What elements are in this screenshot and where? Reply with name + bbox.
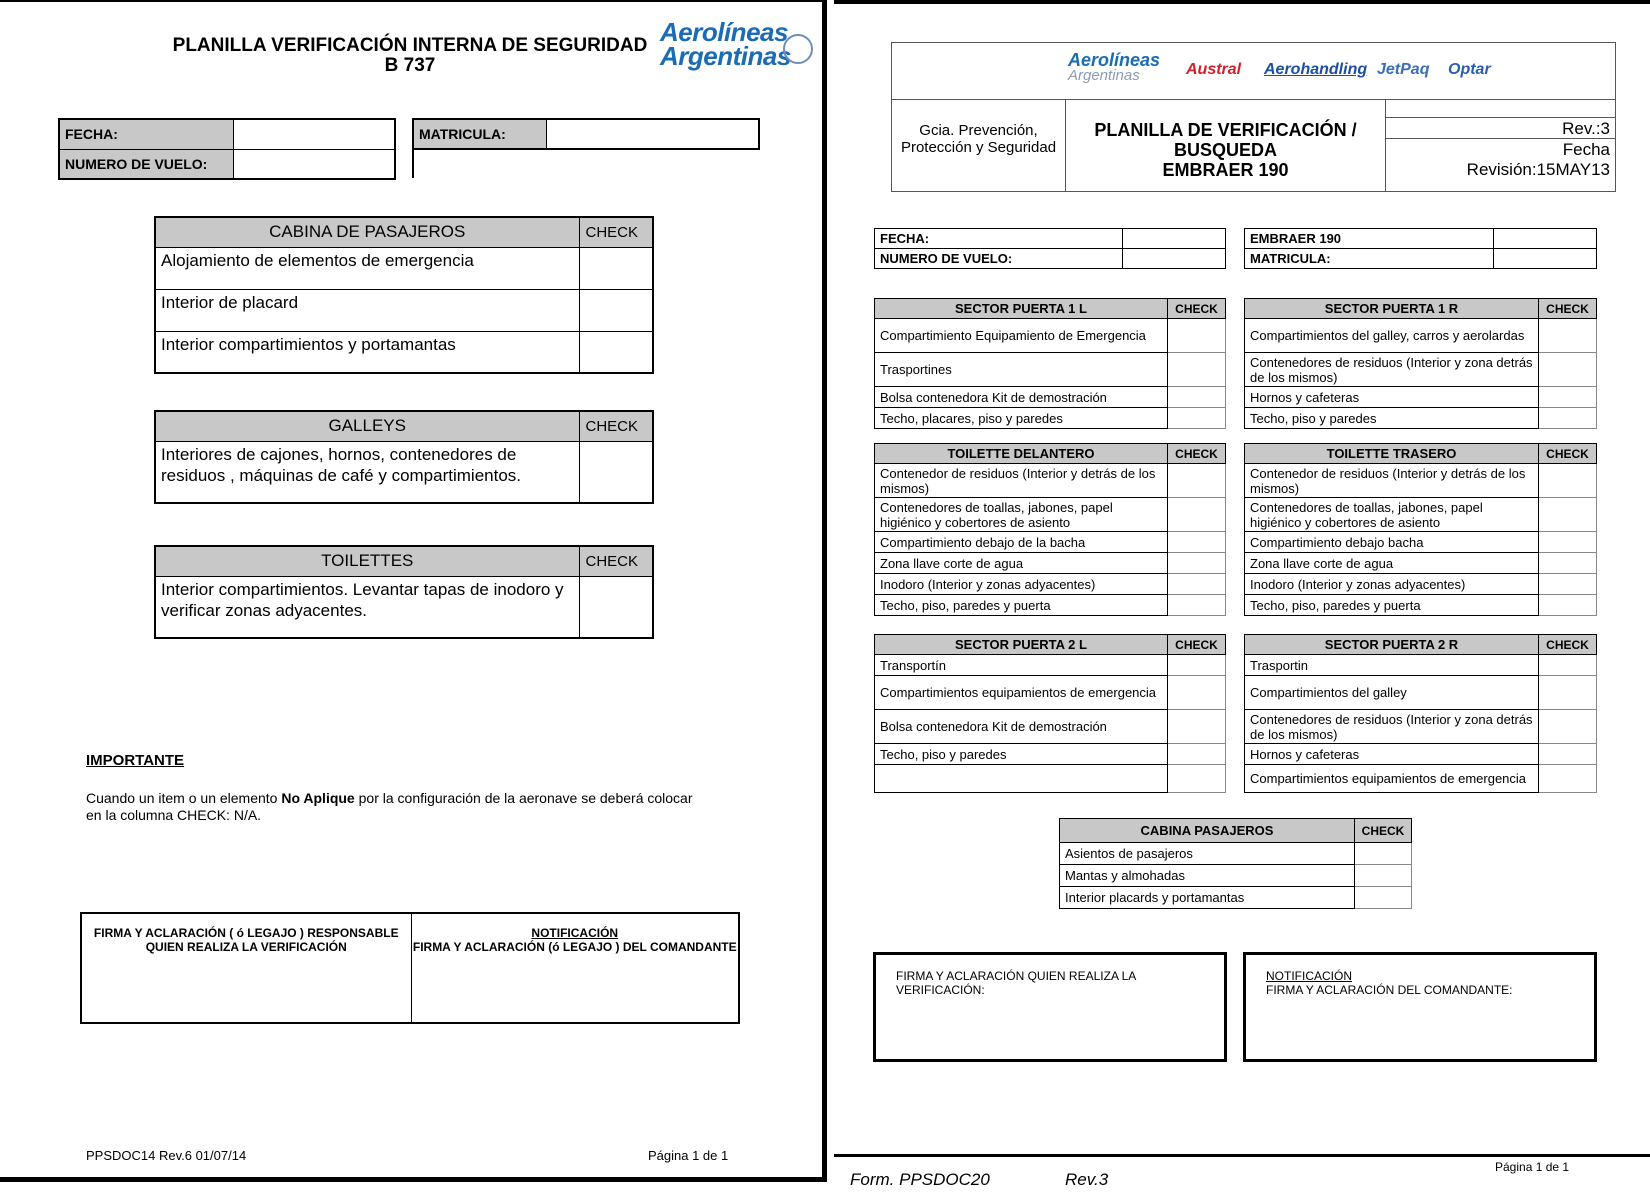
checklist-item: Inodoro (Interior y zonas adyacentes): [1245, 574, 1539, 595]
checklist-item: Hornos y cafeteras: [1245, 744, 1539, 765]
jetpaq-logo: JetPaq: [1377, 61, 1430, 78]
numero-vuelo-value-cell[interactable]: [233, 149, 395, 179]
document-title: [1066, 100, 1386, 191]
page-border-bottom: [0, 1177, 826, 1182]
checklist-item: Techo, piso, paredes y puerta: [875, 595, 1168, 616]
check-cell[interactable]: [1168, 765, 1226, 793]
section-title: CABINA PASAJEROS: [1060, 819, 1355, 843]
section-title: TOILETTE DELANTERO: [875, 444, 1168, 464]
page-number: Página 1 de 1: [648, 1148, 729, 1163]
check-cell[interactable]: [1539, 319, 1597, 353]
austral-logo: Austral: [1186, 61, 1242, 78]
signature-table: [80, 912, 740, 1024]
check-header: CHECK: [579, 411, 653, 441]
flight-info-table: [874, 228, 1226, 269]
check-header: CHECK: [1168, 299, 1226, 319]
check-cell[interactable]: [1539, 464, 1597, 498]
check-cell[interactable]: [1539, 595, 1597, 616]
toilette-trasero-table: [1244, 443, 1597, 616]
check-cell[interactable]: [1539, 574, 1597, 595]
check-cell[interactable]: [1168, 676, 1226, 710]
check-cell[interactable]: [1539, 498, 1597, 532]
signature-comandante-cell[interactable]: [411, 913, 739, 1023]
check-header: CHECK: [1539, 444, 1597, 464]
numero-vuelo-label: NUMERO DE VUELO:: [59, 149, 233, 179]
checklist-item: Contenedores de residuos (Interior y zona detrás de los mismos): [1245, 353, 1539, 387]
check-cell[interactable]: [1539, 408, 1597, 429]
checklist-item: Bolsa contenedora Kit de demostración: [875, 710, 1168, 744]
page-number: Página 1 de 1: [1495, 1160, 1570, 1174]
fecha-label: FECHA:: [875, 229, 1123, 249]
check-header: CHECK: [1539, 635, 1597, 655]
page-border-right: [822, 0, 827, 1182]
signature-comandante-label: FIRMA Y ACLARACIÓN DEL COMANDANTE:: [1266, 983, 1513, 997]
toilettes-table: [154, 545, 654, 639]
check-header: CHECK: [1168, 444, 1226, 464]
checklist-item: Contenedor de residuos (Interior y detrás de los mismos): [1245, 464, 1539, 498]
section-title: SECTOR PUERTA 2 R: [1245, 635, 1539, 655]
notificacion-label: NOTIFICACIÓN: [1266, 969, 1352, 983]
checklist-item: Contenedor de residuos (Interior y detrás de los mismos): [875, 464, 1168, 498]
galleys-table: [154, 410, 654, 504]
divider: [412, 148, 414, 178]
revision-number: Rev.:3: [1562, 119, 1610, 138]
importante-heading: IMPORTANTE: [86, 752, 185, 769]
matricula-table: [412, 118, 760, 150]
check-cell[interactable]: [1355, 843, 1412, 865]
title-line-2: BUSQUEDA: [1173, 140, 1277, 160]
sector-puerta-2l-table: [874, 634, 1226, 793]
importante-text-post: por la configuración de la aeronave se deberá colocar en la columna CHECK: N/A.: [86, 790, 693, 823]
check-cell[interactable]: [1168, 319, 1226, 353]
checklist-item: Techo, piso y paredes: [1245, 408, 1539, 429]
checklist-item: Compartimiento debajo de la bacha: [875, 532, 1168, 553]
fecha-value-cell[interactable]: [233, 119, 395, 149]
matricula-label: MATRICULA:: [1245, 249, 1494, 269]
form-code: Form. PPSDOC20: [850, 1170, 990, 1189]
checklist-item: Compartimientos equipamientos de emergencia: [1245, 765, 1539, 793]
form-revision: Rev.3: [1065, 1170, 1109, 1189]
check-cell[interactable]: [1168, 655, 1226, 676]
check-header: CHECK: [579, 217, 653, 247]
cabina-pasajeros-table: [154, 216, 654, 374]
checklist-item: Techo, piso, paredes y puerta: [1245, 595, 1539, 616]
cabina-pasajeros-table: [1059, 818, 1412, 909]
revision-block: [1386, 100, 1615, 191]
aircraft-info-table: [1244, 228, 1597, 269]
checklist-item: Interior compartimientos y portamantas: [155, 331, 579, 373]
page-title: [120, 36, 700, 76]
checklist-item: Zona llave corte de agua: [875, 553, 1168, 574]
section-title: CABINA DE PASAJEROS: [155, 217, 579, 247]
page-border-top: [834, 0, 1650, 4]
checklist-item: Contenedores de toallas, jabones, papel higiénico y cobertores de asiento: [1245, 498, 1539, 532]
fecha-value-cell[interactable]: [1123, 229, 1226, 249]
check-cell[interactable]: [1168, 408, 1226, 429]
aerohandling-logo: Aerohandling: [1264, 61, 1368, 78]
check-cell[interactable]: [579, 576, 653, 638]
check-cell[interactable]: [1168, 464, 1226, 498]
check-cell[interactable]: [1539, 532, 1597, 553]
revision-date: Revisión:15MAY13: [1466, 160, 1610, 179]
title-line-1: PLANILLA DE VERIFICACIÓN /: [1094, 120, 1357, 140]
check-cell[interactable]: [1168, 574, 1226, 595]
flight-info-table: [58, 118, 396, 180]
check-cell[interactable]: [1168, 353, 1226, 387]
logo-line-1: Aerolíneas: [660, 17, 788, 47]
logo-emblem-icon: [783, 34, 813, 64]
checklist-item: Compartimientos equipamientos de emergencia: [875, 676, 1168, 710]
checklist-item: Bolsa contenedora Kit de demostración: [875, 387, 1168, 408]
check-cell[interactable]: [579, 331, 653, 373]
check-cell[interactable]: [1168, 744, 1226, 765]
check-header: CHECK: [1168, 635, 1226, 655]
aerolineas-logo: [660, 17, 791, 71]
check-cell[interactable]: [1168, 553, 1226, 574]
matricula-label: MATRICULA:: [413, 119, 546, 149]
check-cell[interactable]: [1168, 498, 1226, 532]
signature-comandante-box[interactable]: [1243, 952, 1597, 1062]
title-line-3: EMBRAER 190: [1162, 160, 1289, 180]
checklist-item: Interior de placard: [155, 289, 579, 331]
check-cell[interactable]: [1539, 353, 1597, 387]
checklist-item: Compartimiento debajo bacha: [1245, 532, 1539, 553]
section-title: TOILETTES: [155, 546, 579, 576]
checklist-item: Hornos y cafeteras: [1245, 387, 1539, 408]
check-cell[interactable]: [1168, 387, 1226, 408]
logo-line-2: Argentinas: [660, 41, 791, 71]
checklist-item: Contenedores de toallas, jabones, papel higiénico y cobertores de asiento: [875, 498, 1168, 532]
check-cell[interactable]: [579, 247, 653, 289]
section-title: SECTOR PUERTA 1 L: [875, 299, 1168, 319]
numero-vuelo-value-cell[interactable]: [1123, 249, 1226, 269]
importante-text: [86, 790, 706, 824]
checklist-item: Techo, piso y paredes: [875, 744, 1168, 765]
section-title: TOILETTE TRASERO: [1245, 444, 1539, 464]
checklist-item: [875, 765, 1168, 793]
toilette-delantero-table: [874, 443, 1226, 616]
signature-comandante-label: FIRMA Y ACLARACIÓN (ó LEGAJO ) DEL COMANDANTE: [412, 940, 737, 954]
check-header: CHECK: [579, 546, 653, 576]
checklist-item: Transportín: [875, 655, 1168, 676]
model-label: EMBRAER 190: [1245, 229, 1494, 249]
check-cell[interactable]: [579, 441, 653, 503]
page-border-top: [0, 0, 826, 2]
form-code: PPSDOC14 Rev.6 01/07/14: [86, 1148, 247, 1163]
matricula-value-cell[interactable]: [1494, 249, 1597, 269]
checklist-item: Zona llave corte de agua: [1245, 553, 1539, 574]
checklist-item: Asientos de pasajeros: [1060, 843, 1355, 865]
check-cell[interactable]: [1539, 553, 1597, 574]
checklist-item: Interiores de cajones, hornos, contenedores de residuos , máquinas de café y compartimientos.: [155, 441, 579, 503]
department-name: Gcia. Prevención, Protección y Seguridad: [892, 100, 1066, 191]
check-cell[interactable]: [1539, 710, 1597, 744]
checklist-item: Interior compartimientos. Levantar tapas de inodoro y verificar zonas adyacentes.: [155, 576, 579, 638]
sector-puerta-1r-table: [1244, 298, 1597, 429]
checklist-item: Alojamiento de elementos de emergencia: [155, 247, 579, 289]
check-cell[interactable]: [1539, 676, 1597, 710]
checklist-item: Techo, placares, piso y paredes: [875, 408, 1168, 429]
section-title: SECTOR PUERTA 1 R: [1245, 299, 1539, 319]
sector-puerta-1l-table: [874, 298, 1226, 429]
check-cell[interactable]: [1168, 595, 1226, 616]
title-line-1: PLANILLA VERIFICACIÓN INTERNA DE SEGURIDAD: [172, 35, 648, 56]
logo-text: Aerolíneas: [1068, 50, 1161, 70]
checklist-item: Trasportines: [875, 353, 1168, 387]
optar-logo: Optar: [1448, 61, 1491, 78]
check-cell[interactable]: [1168, 532, 1226, 553]
aerolineas-logo: [1068, 50, 1161, 84]
notificacion-label: NOTIFICACIÓN: [531, 926, 619, 940]
document-header: [891, 42, 1616, 192]
model-value-cell[interactable]: [1494, 229, 1597, 249]
checklist-item: Mantas y almohadas: [1060, 865, 1355, 887]
checklist-item: Compartimientos del galley, carros y aerolardas: [1245, 319, 1539, 353]
signature-verificacion-box[interactable]: [873, 952, 1227, 1062]
matricula-value-cell[interactable]: [546, 119, 759, 149]
title-line-2: B 737: [384, 55, 436, 76]
check-cell[interactable]: [1539, 655, 1597, 676]
checklist-item: Trasportin: [1245, 655, 1539, 676]
check-cell[interactable]: [1539, 765, 1597, 793]
checklist-item: Compartimientos del galley: [1245, 676, 1539, 710]
check-cell[interactable]: [1355, 865, 1412, 887]
section-title: SECTOR PUERTA 2 L: [875, 635, 1168, 655]
check-cell[interactable]: [1168, 710, 1226, 744]
checklist-item: Inodoro (Interior y zonas adyacentes): [875, 574, 1168, 595]
numero-vuelo-label: NUMERO DE VUELO:: [875, 249, 1123, 269]
signature-verificacion-label: FIRMA Y ACLARACIÓN QUIEN REALIZA LA VERIFICACIÓN:: [896, 969, 1136, 997]
checklist-item: Interior placards y portamantas: [1060, 887, 1355, 909]
importante-text-pre: Cuando un item o un elemento: [86, 790, 282, 806]
logo-text: Argentinas: [1068, 67, 1140, 84]
check-cell[interactable]: [1355, 887, 1412, 909]
fecha-label: Fecha: [1562, 140, 1610, 159]
fecha-label: FECHA:: [59, 119, 233, 149]
sector-puerta-2r-table: [1244, 634, 1597, 793]
page-border-bottom: [834, 1154, 1650, 1157]
checklist-item: Contenedores de residuos (Interior y zona detrás de los mismos): [1245, 710, 1539, 744]
divider: [1386, 117, 1615, 118]
check-cell[interactable]: [1539, 387, 1597, 408]
checklist-item: Compartimiento Equipamiento de Emergencia: [875, 319, 1168, 353]
signature-responsable-cell[interactable]: [81, 913, 411, 1023]
importante-text-bold: No Aplique: [281, 790, 355, 806]
section-title: GALLEYS: [155, 411, 579, 441]
check-cell[interactable]: [579, 289, 653, 331]
signature-responsable-label: FIRMA Y ACLARACIÓN ( ó LEGAJO ) RESPONSABLE QUIEN REALIZA LA VERIFICACIÓN: [93, 926, 399, 954]
check-cell[interactable]: [1539, 744, 1597, 765]
check-header: CHECK: [1355, 819, 1412, 843]
check-header: CHECK: [1539, 299, 1597, 319]
company-logos: [892, 43, 1615, 100]
